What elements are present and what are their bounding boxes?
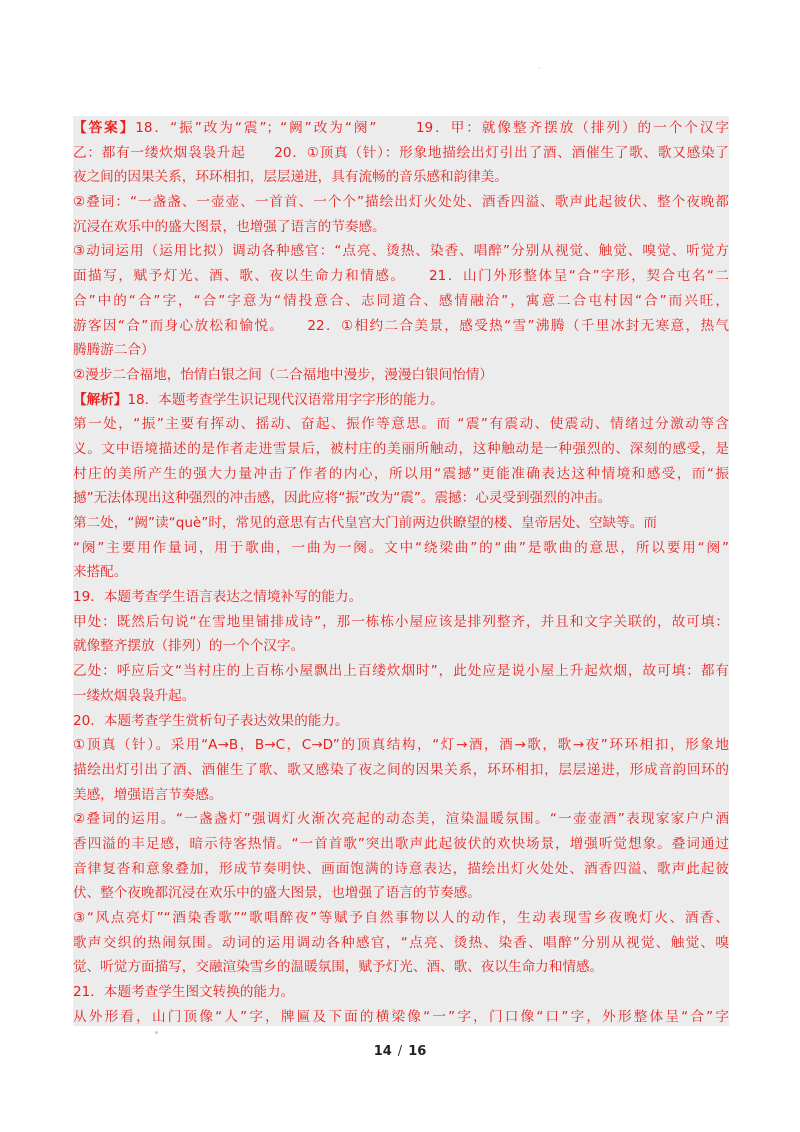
line-text: 面描写，赋予灯光、酒、歌、夜以生命力和情感。 21．山门外形整体呈“合”字形，契合屯名“二 — [73, 268, 729, 285]
scan-dot — [155, 1031, 158, 1034]
page-number — [0, 1044, 800, 1059]
text-line — [73, 165, 729, 190]
line-text: 一缕炊烟袅袅升起。 — [73, 687, 196, 704]
line-text: 沉浸在欢乐中的盛大图景，也增强了语言的节奏感。 — [73, 218, 386, 235]
line-text: 歌声交织的热闹氛围。动词的运用调动各种感官，“点亮、烫热、染香、唱醉”分别从视觉、触觉、嗅 — [73, 934, 729, 951]
line-text: ③动词运用（运用比拟）调动各种感官：“点亮、烫热、染香、唱醉”分别从视觉、触觉、嗅觉、听觉方 — [73, 243, 729, 260]
text-line — [73, 931, 729, 956]
line-text: 第二处，“阙”读“què”时，常见的意思有古代皇宫大门前两边供瞭望的楼、皇帝居处、空缺等。而 — [73, 515, 657, 531]
line-text: 乙处：呼应后文“当村庄的上百栋小屋飘出上百缕炊烟时”，此处应是说小屋上升起炊烟，故可填：都有 — [73, 663, 729, 680]
text-line — [73, 412, 729, 437]
line-text: 合”中的“合”字，“合”字意为“情投意合、志同道合、感情融洽”，寓意二合屯村因“合”而兴旺， — [73, 292, 729, 309]
text-line — [73, 758, 729, 783]
line-text: 音律复沓和意象叠加，形成节奏明快、画面饱满的诗意表达，描绘出灯火处处、酒香四溢、歌声此起彼 — [73, 860, 729, 877]
line-text: 就像整齐摆放（排列）的一个个汉字。 — [73, 638, 305, 655]
text-line — [73, 659, 729, 684]
line-text: “阕”主要用作量词，用于歌曲，一曲为一阕。文中“绕梁曲”的“曲”是歌曲的意思，所以要用“阕” — [73, 539, 729, 556]
text-line — [73, 832, 729, 857]
text-line — [73, 980, 729, 1005]
line-text: 夜之间的因果关系，环环相扣，层层递进，具有流畅的音乐感和韵律美。 — [73, 169, 508, 186]
current-page: 14 — [373, 1044, 392, 1059]
total-pages: 16 — [408, 1044, 427, 1059]
text-line — [73, 709, 729, 734]
line-text: 乙：都有一缕炊烟袅袅升起 20．①顶真（针）：形象地描绘出灯引出了酒、酒催生了歌、歌又感染了 — [73, 144, 729, 161]
line-text: 21．本题考查学生图文转换的能力。 — [73, 984, 295, 1001]
text-line — [73, 264, 729, 289]
text-line — [73, 363, 729, 388]
line-text: 从外形看，山门顶像“人”字，牌匾及下面的横梁像“一”字，门口像“口”字，外形整体呈“合”字 — [73, 1008, 729, 1025]
line-text: 游客因“合”而身心放松和愉悦。 22．①相约二合美景，感受热“雪”沸腾（千里冰封无寒意，热气 — [73, 317, 729, 334]
text-line — [73, 289, 729, 314]
section-tag: 【解析】 — [73, 391, 128, 408]
line-text: 描绘出灯引出了酒、酒催生了歌、歌又感染了夜之间的因果关系，环环相扣，层层递进，形成音韵回环的 — [73, 761, 729, 778]
line-text: ③“风点亮灯”“酒染香歌”“歌唱醉夜”等赋予自然事物以人的动作，生动表现雪乡夜晚灯火、酒香、 — [73, 910, 729, 926]
text-line — [73, 314, 729, 339]
line-text: 18．本题考查学生识记现代汉语常用字字形的能力。 — [127, 391, 444, 408]
text-line — [73, 857, 729, 882]
text-line — [73, 190, 729, 215]
line-text: 美感，增强语言节奏感。 — [73, 786, 223, 803]
text-line — [73, 733, 729, 758]
page-separator: / — [397, 1044, 403, 1059]
text-line — [73, 511, 729, 536]
text-line — [73, 906, 729, 931]
line-text: 腾腾游二合） — [73, 342, 155, 359]
line-text: 来搭配。 — [73, 564, 128, 581]
text-line — [73, 610, 729, 635]
text-line — [73, 560, 729, 585]
text-line — [73, 585, 729, 610]
line-text: 18．“振”改为“震”；“阙”改为“阕” 19．甲：就像整齐摆放（排列）的一个个汉字 — [135, 120, 729, 136]
text-line — [73, 388, 729, 413]
text-line — [73, 486, 729, 511]
line-text: 香四溢的丰足感，暗示待客热情。“一首首歌”突出歌声此起彼伏的欢快场景，增强听觉想象。叠词通过 — [73, 835, 729, 852]
text-line — [73, 955, 729, 980]
text-line — [73, 215, 729, 240]
line-text: 19．本题考查学生语言表达之情境补写的能力。 — [73, 589, 363, 606]
text-line — [73, 437, 729, 462]
page-corner-mark: . — [538, 62, 541, 72]
text-line — [73, 141, 729, 166]
text-line — [73, 116, 729, 141]
line-text: ①顶真（针）。采用“A→B，B→C，C→D”的顶真结构，“灯→酒，酒→歌，歌→夜”环环相扣，形象地 — [73, 737, 729, 754]
text-line — [73, 684, 729, 709]
answer-analysis-block — [73, 116, 729, 1026]
line-text: 20．本题考查学生赏析句子表达效果的能力。 — [73, 712, 349, 729]
text-line — [73, 1005, 729, 1026]
line-text: 撼”无法体现出这种强烈的冲击感，因此应将“振”改为“震”。震撼：心灵受到强烈的冲击。 — [73, 490, 612, 507]
text-line — [73, 338, 729, 363]
line-text: 义。文中语境描述的是作者走进雪景后，被村庄的美丽所触动，这种触动是一种强烈的、深刻的感受，是 — [73, 440, 729, 457]
line-text: 甲处：既然后句说“在雪地里铺排成诗”，那一栋栋小屋应该是排列整齐，并且和文字关联的，故可填： — [73, 613, 729, 630]
line-text: ②叠词的运用。“一盏盏灯”强调灯火渐次亮起的动态美，渲染温暖氛围。“一壶壶酒”表现家家户户酒 — [73, 811, 729, 828]
line-text: ②漫步二合福地，怡情白银之间（二合福地中漫步，漫漫白银间怡情） — [73, 366, 493, 383]
line-text: 第一处，“振”主要有挥动、摇动、奋起、振作等意思。而 “震”有震动、使震动、情绪过分激动等含 — [73, 416, 729, 433]
text-line — [73, 634, 729, 659]
text-line — [73, 881, 729, 906]
line-text: 村庄的美所产生的强大力量冲击了作者的内心，所以用“震撼”更能准确表达这种情境和感受，而“振 — [73, 465, 729, 482]
line-text: 觉、听觉方面描写，交融渲染雪乡的温暖氛围，赋予灯光、酒、歌、夜以生命力和情感。 — [73, 959, 604, 976]
text-line — [73, 783, 729, 808]
line-text: ②叠词：“一盏盏、一壶壶、一首首、一个个”描绘出灯火处处、酒香四溢、歌声此起彼伏、整个夜晚都 — [73, 194, 729, 211]
text-line — [73, 807, 729, 832]
text-line — [73, 536, 729, 561]
section-tag: 【答案】 — [73, 120, 136, 136]
text-line — [73, 462, 729, 487]
line-text: 伏、整个夜晚都沉浸在欢乐中的盛大图景，也增强了语言的节奏感。 — [73, 885, 481, 902]
text-line — [73, 239, 729, 264]
